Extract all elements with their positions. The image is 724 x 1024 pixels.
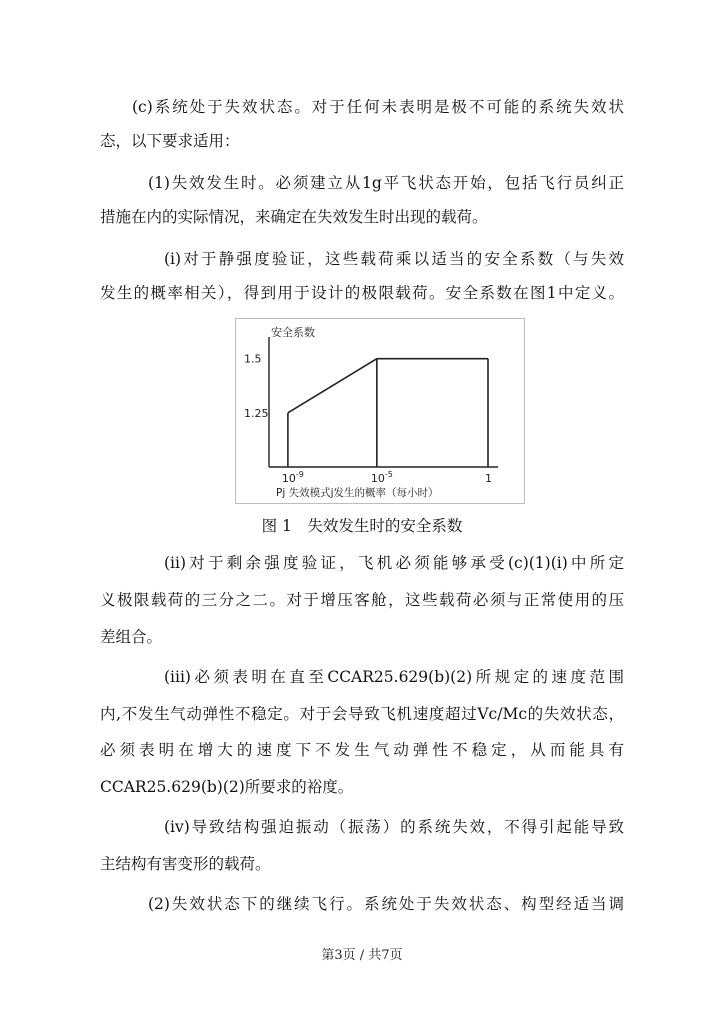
para2-line2: 措施在内的实际情况，来确定在失效发生时出现的载荷。 [100, 208, 488, 226]
page-footer: 第3页 / 共7页 [321, 948, 403, 963]
para5-line3: 必须表明在增大的速度下不发生气动弹性不稳定，从而能具有 [100, 741, 624, 759]
para3-line1: (i)对于静强度验证，这些载荷乘以适当的安全系数（与失效 [164, 250, 624, 268]
para6-line1: (iv)导致结构强迫振动（振荡）的系统失效，不得引起能导致 [164, 818, 624, 836]
para6-line2: 主结构有害变形的载荷。 [100, 855, 271, 873]
para5-line4: CCAR25.629(b)(2)所要求的裕度。 [100, 778, 354, 796]
figure-caption: 图 1 失效发生时的安全系数 [261, 517, 463, 535]
para3-line2: 发生的概率相关），得到用于设计的极限载荷。安全系数在图1中定义。 [100, 284, 624, 302]
safety-factor-chart [236, 319, 524, 503]
x-tick-label-2: 1 [485, 472, 492, 485]
para1-line2: 态，以下要求适用： [100, 132, 240, 150]
x-axis-label: Pj 失效模式j发生的概率（每小时） [276, 487, 439, 499]
safety-factor-figure [235, 318, 525, 504]
para7-line1: (2)失效状态下的继续飞行。系统处于失效状态、构型经适当调 [148, 895, 624, 913]
para4-line3: 差组合。 [100, 628, 163, 646]
para5-line1: (iii)必须表明在直至CCAR25.629(b)(2)所规定的速度范围 [164, 668, 624, 686]
para4-line1: (ii)对于剩余强度验证，飞机必须能够承受(c)(1)(i)中所定 [164, 554, 624, 572]
x-tick-label-1: $10^{-5}$ [370, 470, 393, 485]
para5-line2: 内,不发生气动弹性不稳定。对于会导致飞机速度超过Vc/Mc的失效状态， [100, 705, 624, 723]
x-tick-label-0: $10^{-9}$ [281, 470, 304, 485]
y-tick-label-0: 1.5 [244, 352, 262, 366]
para2-line1: (1)失效发生时。必须建立从1g平飞状态开始，包括飞行员纠正 [148, 174, 624, 192]
para4-line2: 义极限载荷的三分之二。对于增压客舱，这些载荷必须与正常使用的压 [100, 591, 624, 609]
y-axis-label: 安全系数 [271, 326, 315, 339]
y-tick-label-1: 1.25 [244, 406, 269, 420]
para1-line1: (c)系统处于失效状态。对于任何未表明是极不可能的系统失效状 [132, 98, 624, 116]
safety-factor-line [288, 359, 488, 413]
